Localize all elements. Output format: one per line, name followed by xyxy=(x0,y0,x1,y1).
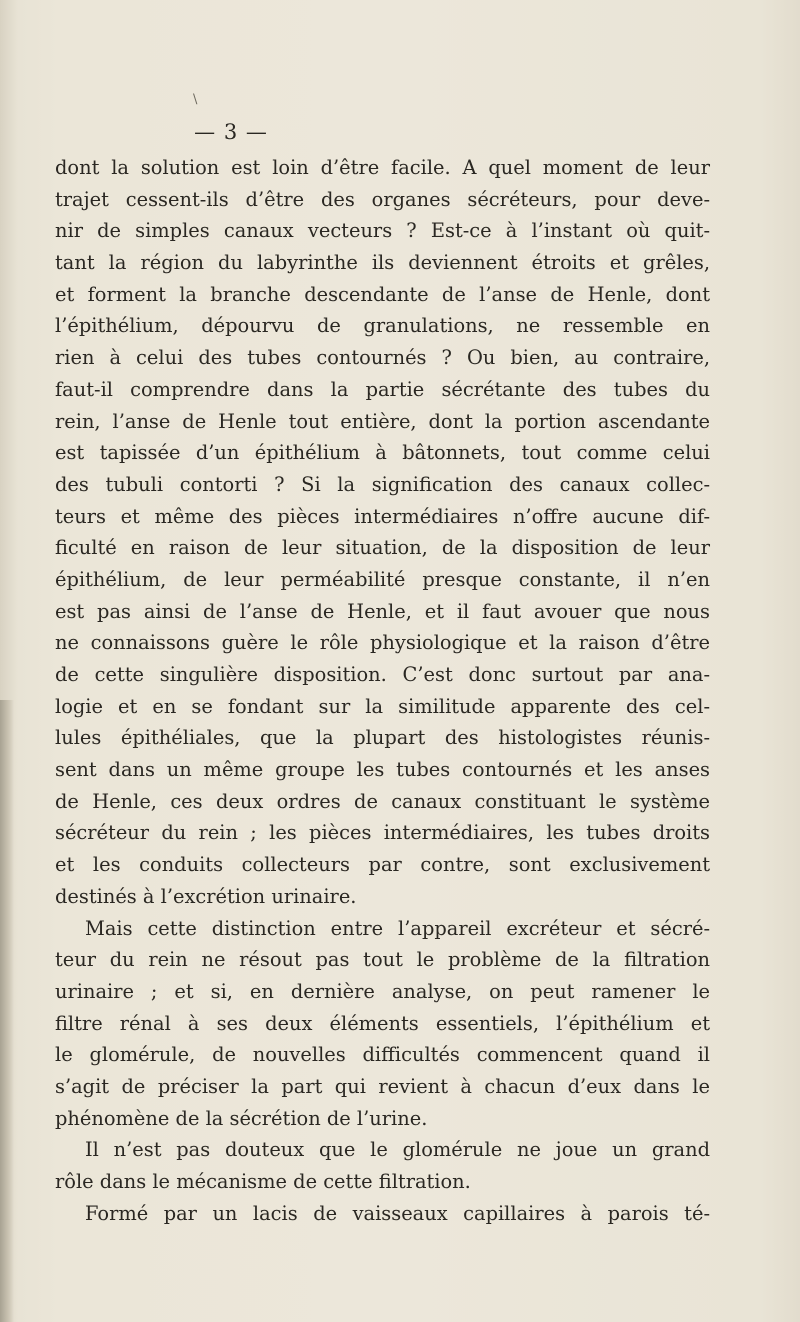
text-line: de cette singulière disposition. C’est donc surtout par ana- xyxy=(55,663,710,686)
text-line: teurs et même des pièces intermédiaires n’offre aucune dif- xyxy=(55,504,710,528)
text-line: de Henle, ces deux ordres de canaux constituant le système xyxy=(55,789,710,813)
text-line: sent dans un même groupe les tubes contournés et les anses xyxy=(55,758,710,782)
text-line: Formé par un lacis de vaisseaux capillaires à parois té- xyxy=(85,1201,710,1225)
text-line: nir de simples canaux vecteurs ? Est-ce à l’instant où quit- xyxy=(55,219,710,243)
binding-shadow xyxy=(0,700,14,1322)
corner-mark: \ xyxy=(193,92,198,107)
text-line: urinaire ; et si, en dernière analyse, on peut ramener le xyxy=(55,979,710,1003)
text-line: lules épithéliales, que la plupart des histologistes réunis- xyxy=(55,726,710,750)
text-line: des tubuli contorti ? Si la signification des canaux collec- xyxy=(55,472,710,496)
body-text xyxy=(55,152,710,1229)
text-line: rôle dans le mécanisme de cette filtration. xyxy=(55,1170,471,1193)
text-line: faut-il comprendre dans la partie sécrétante des tubes du xyxy=(55,377,710,401)
text-line: ne connaissons guère le rôle physiologique et la raison d’être xyxy=(55,631,710,655)
text-line: l’épithélium, dépourvu de granulations, ne ressemble en xyxy=(55,314,710,338)
text-line: dont la solution est loin d’être facile. A quel moment de leur xyxy=(55,156,710,179)
text-line: Il n’est pas douteux que le glomérule ne joue un grand xyxy=(85,1138,710,1162)
text-line: le glomérule, de nouvelles difficultés commencent quand il xyxy=(55,1043,710,1067)
text-line: rein, l’anse de Henle tout entière, dont la portion ascendante xyxy=(55,409,710,433)
text-line: teur du rein ne résout pas tout le problème de la filtration xyxy=(55,948,710,972)
text-line: est tapissée d’un épithélium à bâtonnets, tout comme celui xyxy=(55,441,710,465)
text-line: trajet cessent-ils d’être des organes sécréteurs, pour deve- xyxy=(55,187,710,211)
text-line: s’agit de préciser la part qui revient à chacun d’eux dans le xyxy=(55,1074,710,1098)
text-line: sécréteur du rein ; les pièces intermédiaires, les tubes droits xyxy=(55,821,710,845)
text-line: ficulté en raison de leur situation, de la disposition de leur xyxy=(55,536,710,560)
text-line: destinés à l’excrétion urinaire. xyxy=(55,884,357,908)
text-line: et forment la branche descendante de l’anse de Henle, dont xyxy=(55,282,710,306)
text-line: phénomène de la sécrétion de l’urine. xyxy=(55,1106,428,1130)
text-line: tant la région du labyrinthe ils deviennent étroits et grêles, xyxy=(55,251,710,275)
text-line: logie et en se fondant sur la similitude apparente des cel- xyxy=(55,694,710,718)
text-line: filtre rénal à ses deux éléments essentiels, l’épithélium et xyxy=(55,1011,710,1035)
text-line: est pas ainsi de l’anse de Henle, et il faut avouer que nous xyxy=(55,599,710,623)
text-line: épithélium, de leur perméabilité presque constante, il n’en xyxy=(55,567,710,591)
text-line: Mais cette distinction entre l’appareil excréteur et sécré- xyxy=(85,916,710,940)
text-line: et les conduits collecteurs par contre, sont exclusivement xyxy=(55,853,710,877)
text-line: rien à celui des tubes contournés ? Ou bien, au contraire, xyxy=(55,346,710,370)
page-number: — 3 — xyxy=(194,120,268,144)
